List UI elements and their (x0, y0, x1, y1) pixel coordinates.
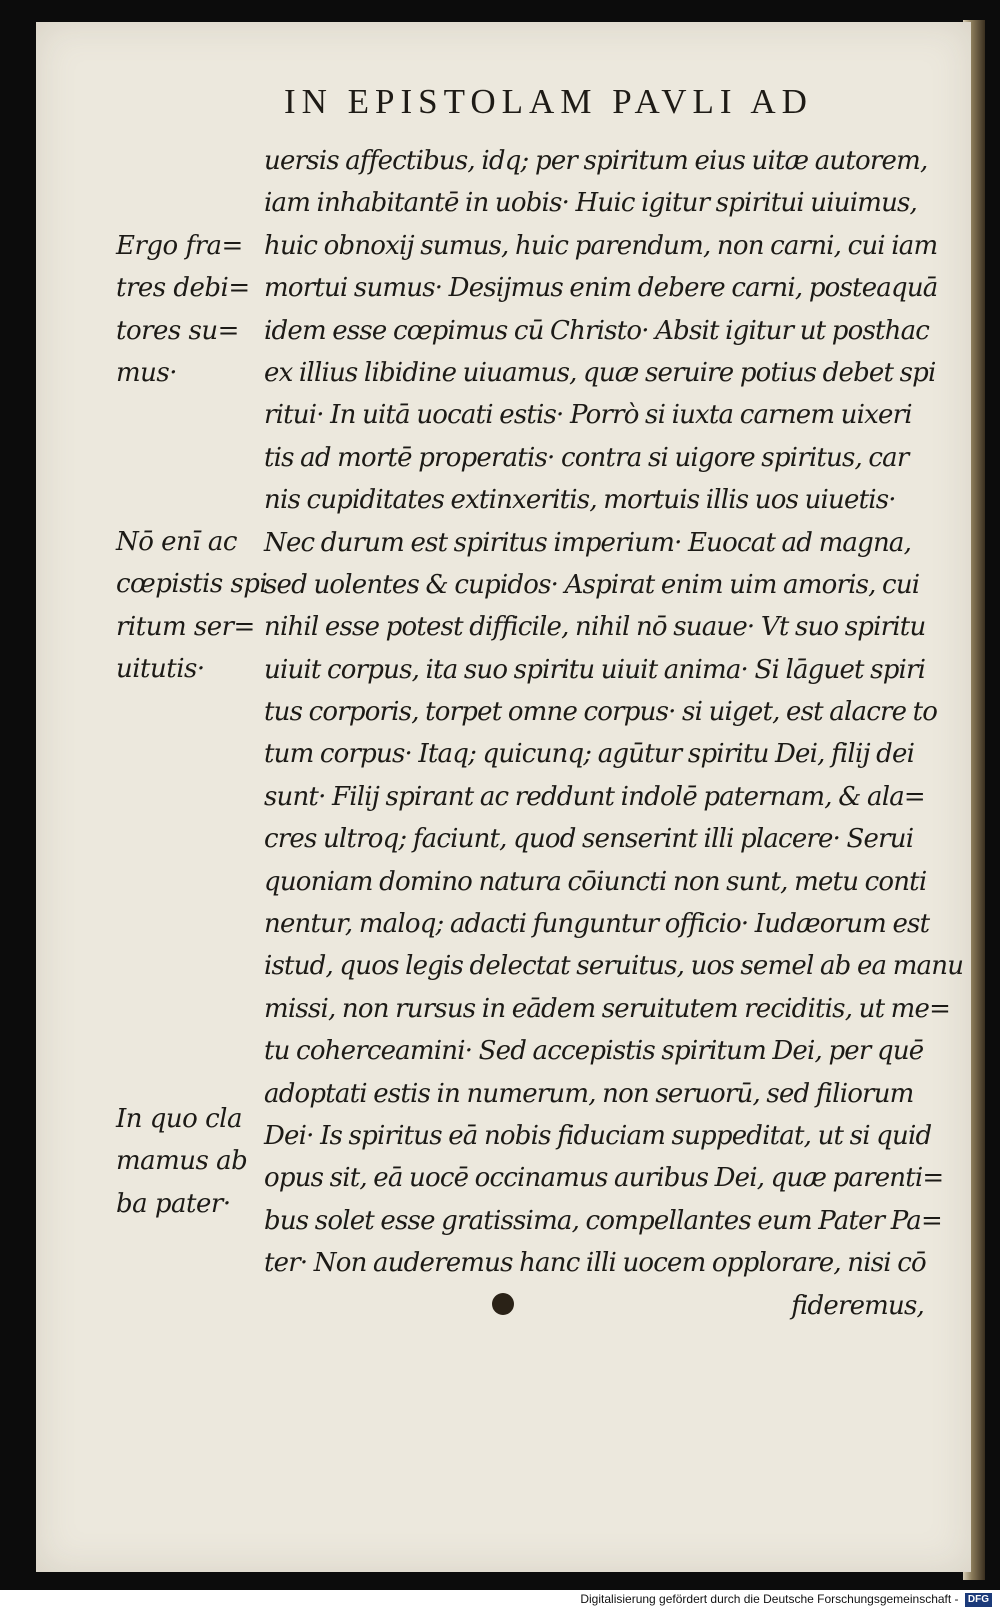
text-line: Nec durum est spiritus imperium· Euocat ad magna, (264, 527, 912, 558)
footer-credit (580, 1592, 992, 1607)
ornament-dot (492, 1293, 514, 1315)
main-text-block (264, 140, 964, 1327)
text-line: Dei· Is spiritus eā nobis fiduciam suppeditat, ut si quid (264, 1120, 932, 1151)
text-line: tis ad mortē properatis· contra si uigore spiritus, car (264, 442, 909, 473)
catchword: fideremus, (791, 1290, 924, 1321)
text-line: nis cupiditates extinxeritis, mortuis illis uos uiuetis· (264, 485, 896, 516)
marginal-note-in-quo-clamamus (116, 1098, 254, 1225)
marginal-note-line: mus· (116, 358, 178, 389)
text-line: tu coherceamini· Sed accepistis spiritum Dei, per quē (264, 1036, 924, 1067)
marginal-note-line: ritum ser= (116, 611, 255, 642)
marginal-note-line: tres debi= (116, 273, 250, 304)
marginal-note-line: uitutis· (116, 654, 205, 685)
text-line: bus solet esse gratissima, compellantes eum Pater Pa= (264, 1205, 942, 1236)
text-line: opus sit, eā uocē occinamus auribus Dei, quæ parenti= (264, 1163, 944, 1194)
marginal-note-line: ba pater· (116, 1188, 231, 1219)
text-line: uersis affectibus, idq; per spiritum eius uitæ autorem, (264, 146, 928, 176)
marginal-note-line: Ergo fra= (116, 231, 243, 261)
text-line: iam inhabitantē in uobis· Huic igitur spiritui uiuimus, (264, 188, 918, 219)
text-line: ritui· In uitā uocati estis· Porrò si iuxta carnem uixeri (264, 400, 912, 431)
text-line: tus corporis, torpet omne corpus· si uiget, est alacre to (264, 697, 938, 728)
marginal-note-non-enim (116, 521, 268, 691)
text-line: missi, non rursus in eādem seruitutem reciditis, ut me= (264, 993, 951, 1024)
text-line: sunt· Filij spirant ac reddunt indolē paternam, & ala= (264, 781, 925, 812)
text-line: nihil esse potest difficile, nihil nō suaue· Vt suo spiritu (264, 612, 926, 643)
marginal-note-ergo-fratres (116, 225, 254, 395)
text-line: huic obnoxij sumus, huic parendum, non carni, cui iam (264, 230, 938, 261)
footer-credit-text: Digitalisierung gefördert durch die Deutsche Forschungsgemeinschaft - (580, 1592, 959, 1606)
dfg-logo: DFG (965, 1593, 992, 1607)
marginal-note-line: In quo cla (116, 1104, 242, 1134)
text-line: quoniam domino natura cōiuncti non sunt, metu conti (264, 866, 927, 897)
marginal-note-line: mamus ab (116, 1146, 248, 1177)
text-line: idem esse cœpimus cū Christo· Absit igitur ut posthac (264, 315, 930, 346)
marginal-note-line: Nō enī ac (116, 527, 237, 557)
text-line: ex illius libidine uiuamus, quæ seruire potius debet spi (264, 357, 936, 388)
text-line: mortui sumus· Desijmus enim debere carni, posteaquā (264, 273, 938, 304)
text-line: istud, quos legis delectat seruitus, uos semel ab ea manu (264, 951, 964, 982)
text-line: nentur, maloq; adacti funguntur officio· Iudæorum est (264, 909, 930, 940)
text-line: ter· Non auderemus hanc illi uocem opplorare, nisi cō (264, 1248, 926, 1279)
text-line: uiuit corpus, ita suo spiritu uiuit anima· Si lāguet spiri (264, 654, 926, 685)
running-head: IN EPISTOLAM PAVLI AD (284, 82, 813, 121)
text-line: tum corpus· Itaq; quicunq; agūtur spiritu Dei, filij dei (264, 739, 915, 770)
marginal-note-line: tores su= (116, 315, 239, 346)
text-line: adoptati estis in numerum, non seruorū, sed filiorum (264, 1078, 914, 1109)
text-line: cres ultroq; faciunt, quod senserint illi placere· Serui (264, 824, 914, 855)
marginal-note-line: cœpistis spi (116, 569, 268, 600)
text-line: sed uolentes & cupidos· Aspirat enim uim amoris, cui (264, 569, 920, 600)
